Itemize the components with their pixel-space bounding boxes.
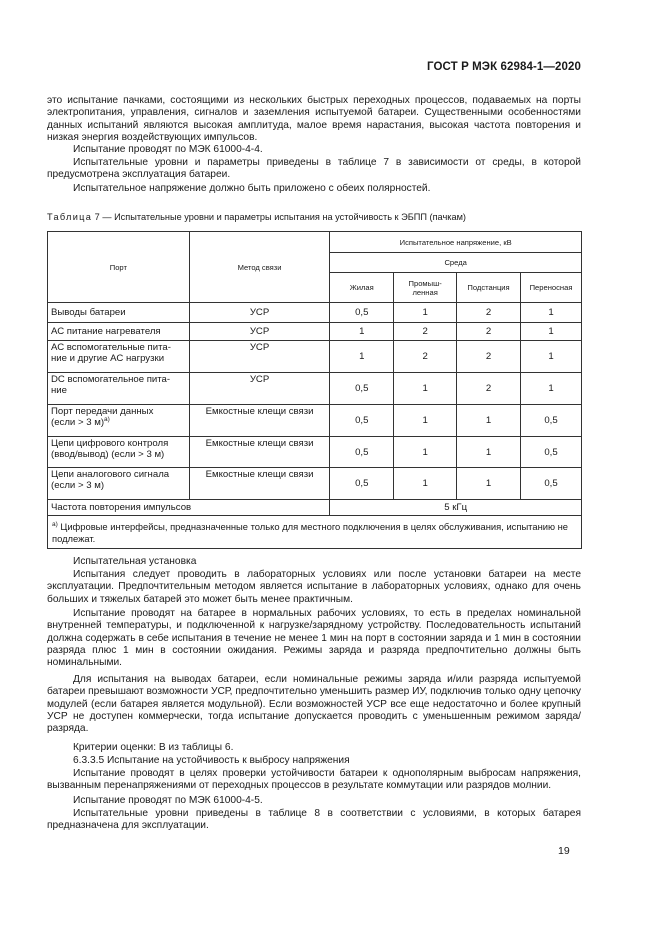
value-cell: 1 xyxy=(394,303,457,323)
port-text: Порт передачи данных (если > 3 м) xyxy=(51,406,154,428)
table-row xyxy=(48,303,582,323)
port-cell: АС питание нагревателя xyxy=(48,323,190,341)
header-test-voltage: Испытательное напряжение, кВ xyxy=(330,232,582,253)
value-cell: 1 xyxy=(521,341,582,373)
body-paragraph-setup: Испытания следует проводить в лабораторных условиях или после установки батареи на месте эксплуатации. Предпочтительным методом является испытание в лабораторных условиях, однако для очень больших и тяжелых батарей это может быть менее практичным. xyxy=(47,569,581,605)
port-cell xyxy=(48,405,190,437)
body-paragraph-surge: Испытание проводят в целях проверки устойчивости батареи к однополярным выбросам напряжения, вызванным перенапряжениями от переходных процессов в результате коммутации или разрядов молнии. xyxy=(47,768,581,792)
table-row xyxy=(48,437,582,468)
table-caption-prefix: Таблица xyxy=(47,212,93,222)
header-env-portable: Переносная xyxy=(521,273,582,303)
table-caption xyxy=(47,212,466,222)
intro-paragraph-2: Испытание проводят по МЭК 61000-4-4. xyxy=(73,144,263,155)
table-row xyxy=(48,468,582,500)
method-cell: Емкостные клещи связи xyxy=(189,468,330,500)
value-cell: 0,5 xyxy=(521,405,582,437)
header-env-residential: Жилая xyxy=(330,273,394,303)
header-env-industrial: Промыш- ленная xyxy=(394,273,457,303)
value-cell: 1 xyxy=(521,373,582,405)
port-cell: DC вспомогательное пита- ние xyxy=(48,373,190,405)
method-cell: Емкостные клещи связи xyxy=(189,437,330,468)
value-cell: 0,5 xyxy=(330,405,394,437)
table-caption-text: 7 — Испытательные уровни и параметры испытания на устойчивость к ЭБПП (пачкам) xyxy=(92,212,466,222)
value-cell: 0,5 xyxy=(330,373,394,405)
table-footnote xyxy=(48,516,582,549)
value-cell: 0,5 xyxy=(521,437,582,468)
value-cell: 1 xyxy=(330,341,394,373)
port-cell: Цепи аналогового сигнала (если > 3 м) xyxy=(48,468,190,500)
value-cell: 2 xyxy=(394,341,457,373)
footnote-ref: а) xyxy=(104,415,110,423)
emc-burst-test-table xyxy=(47,231,582,549)
value-cell: 0,5 xyxy=(330,468,394,500)
intro-paragraph-3: Испытательные уровни и параметры приведены в таблице 7 в зависимости от среды, в которой предусмотрена эксплуатация батареи. xyxy=(47,157,581,181)
intro-paragraph-4: Испытательное напряжение должно быть приложено с обеих полярностей. xyxy=(73,183,431,194)
value-cell: 2 xyxy=(394,323,457,341)
port-cell: АС вспомогательные пита- ние и другие АС нагрузки xyxy=(48,341,190,373)
value-cell: 1 xyxy=(394,373,457,405)
table-row xyxy=(48,405,582,437)
value-cell: 1 xyxy=(394,468,457,500)
value-cell: 0,5 xyxy=(330,437,394,468)
value-cell: 2 xyxy=(457,303,521,323)
value-cell: 1 xyxy=(394,437,457,468)
header-env-substation: Подстанция xyxy=(457,273,521,303)
frequency-label: Частота повторения импульсов xyxy=(48,500,330,516)
header-environment: Среда xyxy=(330,253,582,273)
port-cell: Выводы батареи xyxy=(48,303,190,323)
header-coupling-method: Метод связи xyxy=(189,232,330,303)
frequency-row xyxy=(48,500,582,516)
body-paragraph-terminals: Для испытания на выводах батареи, если номинальные режимы заряда и/или разряда испытуемой батареи превышают возможности УСР, предпочтительно уменьшить размер ИУ, подключив только одну цепочку модулей (если батарея является модульной). Если возможностей УСР все еще недостаточно и более крупный УСР не доступен коммерчески, тогда испытание допускается проводить с уменьшенным режимом заряда/разряда. xyxy=(47,674,581,735)
page-number: 19 xyxy=(558,845,570,857)
method-cell: УСР xyxy=(189,373,330,405)
value-cell: 1 xyxy=(394,405,457,437)
value-cell: 1 xyxy=(521,303,582,323)
body-paragraph-levels: Испытательные уровни приведены в таблице 8 в соответствии с условиями, в которых батарея предназначена для эксплуатации. xyxy=(47,808,581,832)
value-cell: 1 xyxy=(457,437,521,468)
section-setup-heading: Испытательная установка xyxy=(73,556,197,567)
body-paragraph-standard: Испытание проводят по МЭК 61000-4-5. xyxy=(73,795,263,806)
value-cell: 2 xyxy=(457,323,521,341)
table-row xyxy=(48,373,582,405)
intro-paragraph-1: это испытание пачками, состоящими из нескольких быстрых переходных процессов, подаваемых на порты электропитания, управления, сигналов и заземления испытуемой батареи. Существенными особенностями данных испытаний являются высокая амплитуда, малое время нарастания, высокая частота повторения и низкая энергия воздействующих импульсов. xyxy=(47,95,581,143)
value-cell: 1 xyxy=(521,323,582,341)
table-row xyxy=(48,323,582,341)
value-cell: 2 xyxy=(457,373,521,405)
value-cell: 0,5 xyxy=(521,468,582,500)
body-paragraph-conditions: Испытание проводят на батарее в нормальных рабочих условиях, то есть в пределах номинальной внутренней температуры, и подключенной к нагрузке/зарядному устройству. Последовательность испытаний должна содержать в себе испытания в течение не менее 1 мин на порт в состоянии заряда и 1 мин в состоянии разряда плюс 1 мин в состоянии ожидания. Режимы заряда и разряда предпочтительно должны быть номинальными. xyxy=(47,608,581,669)
footnote-row xyxy=(48,516,582,549)
frequency-value: 5 кГц xyxy=(330,500,582,516)
value-cell: 1 xyxy=(457,405,521,437)
document-code: ГОСТ Р МЭК 62984-1—2020 xyxy=(427,61,581,73)
method-cell: УСР xyxy=(189,341,330,373)
body-paragraph-criteria: Критерии оценки: В из таблицы 6. xyxy=(73,742,234,753)
value-cell: 1 xyxy=(330,323,394,341)
port-cell: Цепи цифрового контроля (ввод/вывод) (если > 3 м) xyxy=(48,437,190,468)
method-cell: УСР xyxy=(189,323,330,341)
value-cell: 0,5 xyxy=(330,303,394,323)
method-cell: УСР xyxy=(189,303,330,323)
footnote-text: Цифровые интерфейсы, предназначенные только для местного подключения в целях обслуживания, испытанию не подлежат. xyxy=(52,521,569,544)
value-cell: 1 xyxy=(457,468,521,500)
header-port: Порт xyxy=(48,232,190,303)
subsection-heading: 6.3.3.5 Испытание на устойчивость к выбросу напряжения xyxy=(73,755,350,766)
table-row xyxy=(48,341,582,373)
method-cell: Емкостные клещи связи xyxy=(189,405,330,437)
value-cell: 2 xyxy=(457,341,521,373)
footnote-mark: а) xyxy=(52,520,58,528)
